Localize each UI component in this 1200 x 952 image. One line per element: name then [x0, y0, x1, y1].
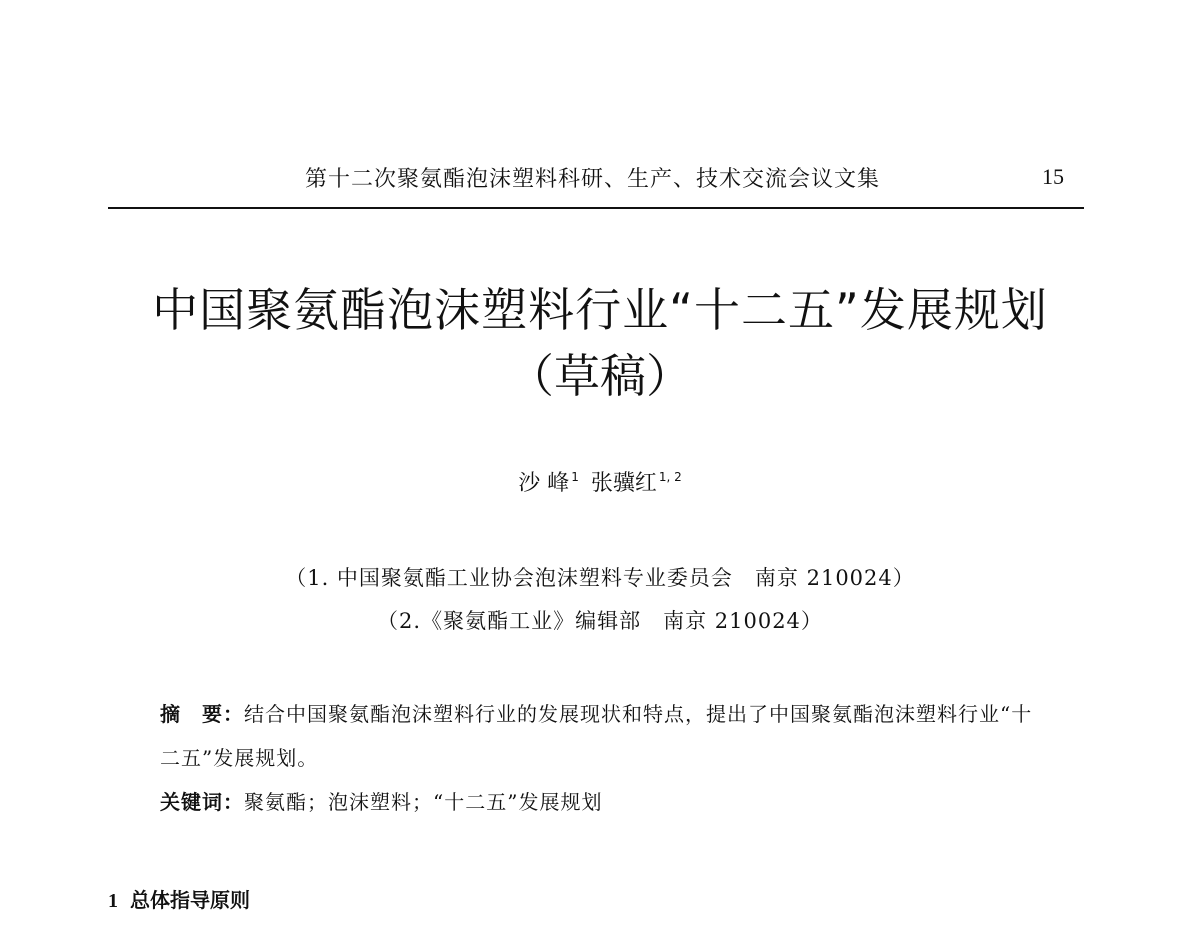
page-number: 15	[1042, 164, 1064, 189]
author-line	[0, 466, 1200, 497]
affiliation-mark: 1, 2	[658, 470, 682, 484]
header-rule	[108, 207, 1084, 209]
abstract-text: 结合中国聚氨酯泡沫塑料行业的发展现状和特点，提出了中国聚氨酯泡沫塑料行业“十二五”发展规划。	[160, 702, 1033, 770]
affiliation-mark: 1	[571, 470, 579, 484]
affiliation: （2.《聚氨酯工业》编辑部 南京 210024）	[377, 609, 823, 633]
keywords	[160, 780, 1040, 824]
abstract-label: 摘 要：	[160, 702, 244, 726]
section-number: 1	[108, 890, 118, 912]
running-head	[0, 162, 1200, 202]
author	[518, 471, 579, 496]
keywords-label: 关键词：	[160, 790, 244, 814]
abstract-block	[160, 692, 1040, 824]
affiliation: （1. 中国聚氨酯工业协会泡沫塑料专业委员会 南京 210024）	[285, 566, 915, 590]
author-name: 张骥红	[590, 471, 657, 496]
running-title: 第十二次聚氨酯泡沫塑料科研、生产、技术交流会议文集	[305, 167, 881, 192]
section-heading	[108, 884, 250, 913]
paper-title: 中国聚氨酯泡沫塑料行业“十二五”发展规划	[152, 283, 1048, 337]
author-name: 沙 峰	[518, 471, 570, 496]
author	[591, 471, 682, 496]
section-title: 总体指导原则	[130, 888, 250, 912]
paper-subtitle: （草稿）	[508, 349, 692, 403]
abstract	[160, 692, 1040, 780]
keywords-text: 聚氨酯；泡沫塑料；“十二五”发展规划	[244, 790, 603, 814]
